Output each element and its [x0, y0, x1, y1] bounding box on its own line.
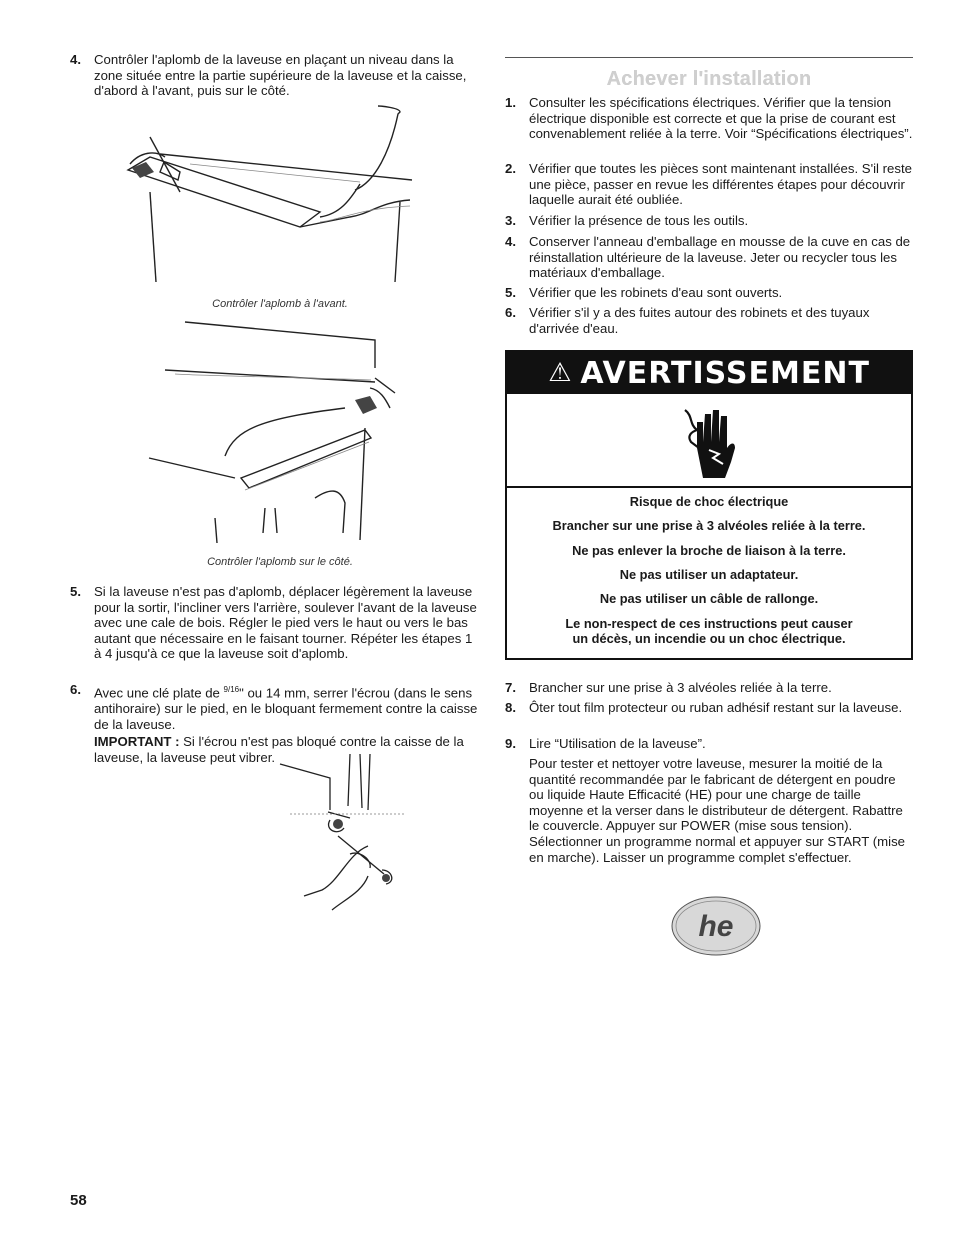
step-text: Vérifier que toutes les pièces sont maintenant installées. S'il reste une pièce, passer en revue les différentes étapes pour découvrir laquelle aurait été oubliée. [529, 161, 912, 208]
step-text: Conserver l'anneau d'emballage en mousse de la cuve en cas de réinstallation ultérieure de la laveuse. Jeter ou recycler tous les matériaux d'emballage. [529, 234, 911, 281]
warning-icon-panel [507, 394, 911, 488]
step-number: 7. [505, 680, 516, 695]
warning-box [505, 350, 913, 660]
step-number: 9. [505, 736, 516, 751]
level-side-illustration [145, 318, 415, 548]
step-number: 3. [505, 213, 516, 228]
warning-header [507, 352, 911, 394]
section-rule [505, 57, 913, 58]
important-label: IMPORTANT : [94, 734, 180, 749]
step-text: Brancher sur une prise à 3 alvéoles reliée à la terre. [529, 680, 832, 695]
step-text: Lire “Utilisation de la laveuse”. [529, 736, 706, 751]
step-text-part-b: " ou 14 mm, serrer l'écrou (dans le sens antihoraire) sur le pied, en le bloquant fermement contre la caisse de la laveuse. [94, 685, 478, 732]
step-text-part-a: Avec une clé plate de [94, 685, 224, 701]
step-text: Vérifier la présence de tous les outils. [529, 213, 749, 228]
step-text: Ôter tout film protecteur ou ruban adhésif restant sur la laveuse. [529, 700, 903, 715]
caption-front: Contrôler l'aplomb à l'avant. [212, 298, 348, 310]
step-number: 2. [505, 161, 516, 176]
wrench-size-fraction: 9/16 [223, 685, 240, 694]
warning-line: Brancher sur une prise à 3 alvéoles reliée à la terre. [552, 518, 866, 533]
step-number: 5. [70, 584, 81, 599]
wrench-foot-illustration [220, 750, 420, 920]
he-logo-icon [670, 895, 762, 957]
level-front-illustration [120, 102, 420, 292]
step-text: Vérifier que les robinets d'eau sont ouverts. [529, 285, 783, 300]
warning-line: Le non-respect de ces instructions peut causer [565, 616, 853, 631]
page-number: 58 [70, 1192, 87, 1209]
step-number: 1. [505, 95, 516, 110]
step-text: Vérifier s'il y a des fuites autour des robinets et des tuyaux d'arrivée d'eau. [529, 305, 870, 336]
step-number: 4. [505, 234, 516, 249]
he-logo-text: he [698, 910, 734, 943]
step-number: 4. [70, 52, 81, 67]
warning-heading: Risque de choc électrique [629, 494, 789, 509]
caption-side: Contrôler l'aplomb sur le côté. [207, 556, 353, 568]
step-text: Consulter les spécifications électriques. Vérifier que la tension électrique disponible est correcte et que la prise de courant est convenablement reliée à la terre. Voir “Spécifications électriques”. [529, 95, 913, 142]
warning-line: Ne pas enlever la broche de liaison à la terre. [572, 543, 846, 558]
warning-line: un décès, un incendie ou un choc électrique. [572, 631, 846, 646]
step-number: 6. [70, 682, 81, 697]
step-number: 5. [505, 285, 516, 300]
step-number: 6. [505, 305, 516, 320]
important-text: Si l'écrou n'est pas bloqué contre la caisse de la laveuse, la laveuse peut vibrer. [94, 734, 464, 765]
electric-shock-hand-icon [679, 402, 739, 480]
step-text: Si la laveuse n'est pas d'aplomb, déplacer légèrement la laveuse pour la sortir, l'incliner vers l'arrière, soulever l'avant de la laveuse avec une cale de bois. Régler le pied vers le haut ou vers le bas autant que nécessaire en le faisant tourner. Répéter les étapes 1 à 4 jusqu'à ce que la laveuse soit d'aplomb. [94, 584, 477, 662]
step-text [94, 682, 478, 732]
warning-line: Ne pas utiliser un adaptateur. [619, 567, 799, 582]
warning-title: AVERTISSEMENT [580, 355, 870, 391]
section-title: Achever l'installation [606, 68, 812, 90]
step-text: Contrôler l'aplomb de la laveuse en plaçant un niveau dans la zone située entre la partie supérieure de la laveuse et la caisse, d'abord à l'avant, puis sur le côté. [94, 52, 467, 99]
warning-triangle-icon: ⚠ [548, 358, 573, 388]
warning-line: Ne pas utiliser un câble de rallonge. [599, 591, 819, 606]
step-9-paragraph: Pour tester et nettoyer votre laveuse, mesurer la moitié de la quantité recommandée par le fabricant de détergent en poudre ou liquide Haute Efficacité (HE) pour une charge de taille moyenne et la verser dans le distributeur de détergent. Rabattre le couvercle. Appuyer sur POWER (mise sous tension). Sélectionner un programme normal et appuyer sur START (mise en marche). Laisser un programme complet s'effectuer. [529, 756, 906, 865]
step-number: 8. [505, 700, 516, 715]
